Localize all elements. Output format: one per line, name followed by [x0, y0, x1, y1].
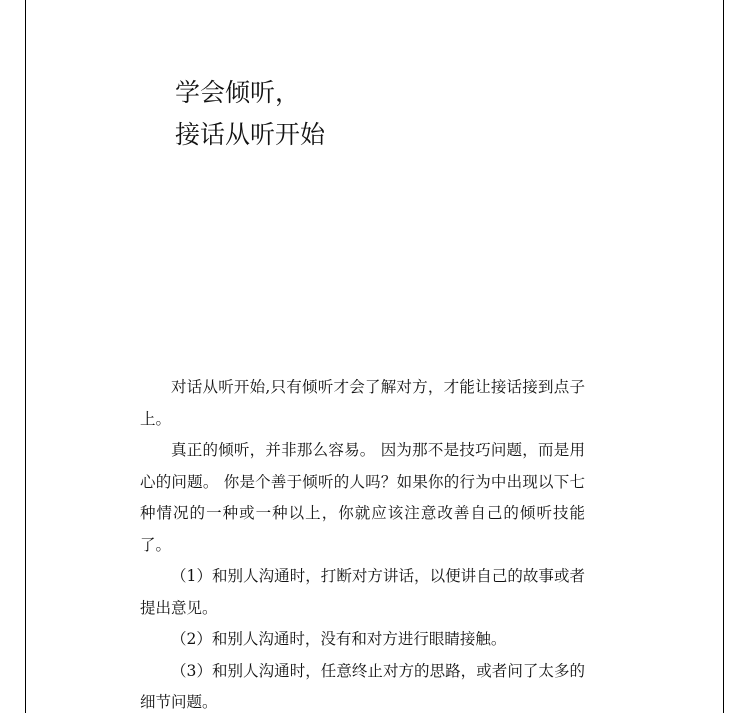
chapter-title [175, 72, 325, 156]
paragraph-listening: 真正的倾听，并非那么容易。 因为那不是技巧问题，而是用心的问题。 你是个善于倾听的人吗？如果你的行为中出现以下七种情况的一种或一种以上，你就应该注意改善自己的倾听技能了。 [140, 441, 585, 554]
page-border-left [25, 0, 26, 713]
chapter-title-line-2: 接话从听开始 [175, 120, 326, 149]
paragraph-intro: 对话从听开始,只有倾听才会了解对方，才能让接话接到点子上。 [140, 378, 585, 428]
chapter-title-line-1: 学会倾听， [175, 78, 301, 107]
list-item-1: （1）和别人沟通时，打断对方讲话，以便讲自己的故事或者提出意见。 [140, 567, 585, 617]
list-item-3: （3）和别人沟通时，任意终止对方的思路，或者问了太多的细节问题。 [140, 661, 585, 711]
list-item-2: （2）和别人沟通时，没有和对方进行眼睛接触。 [171, 630, 507, 648]
page-border-right [723, 0, 724, 713]
body-text [140, 372, 585, 713]
